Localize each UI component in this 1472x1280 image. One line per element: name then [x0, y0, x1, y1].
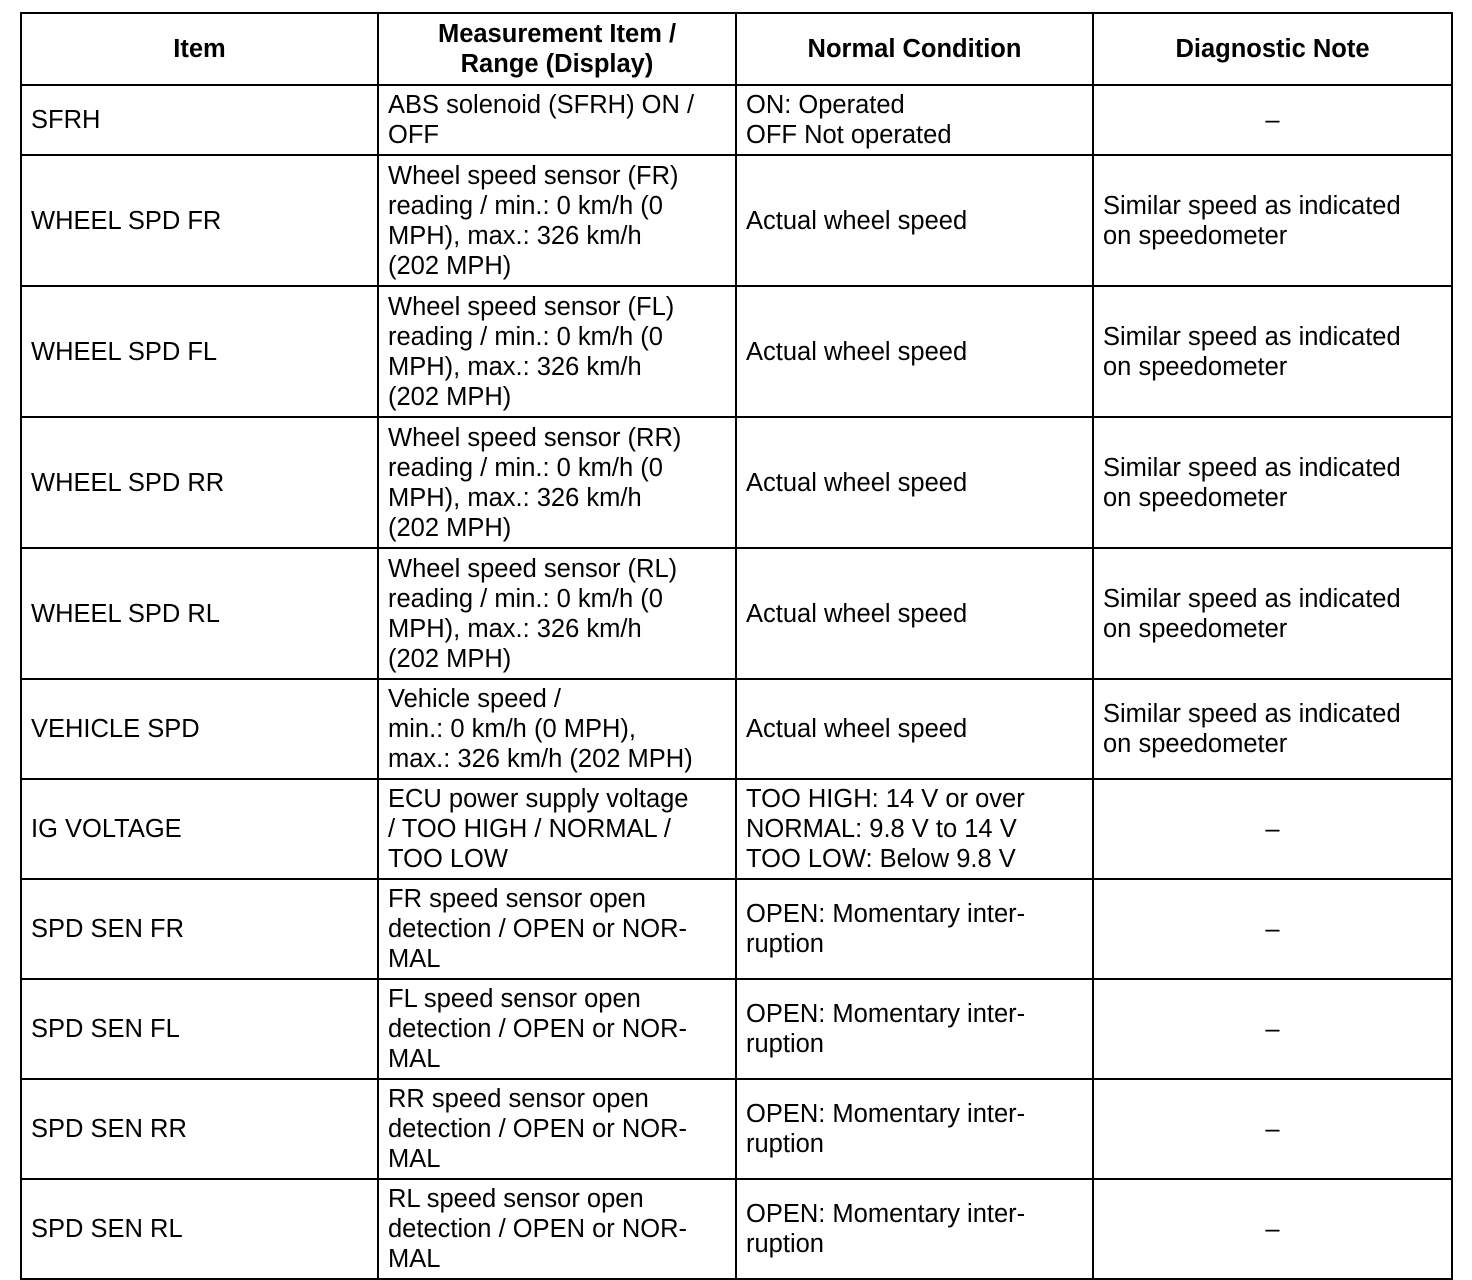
cell-diagnostic-note: – — [1093, 879, 1452, 979]
cell-measurement: Vehicle speed / min.: 0 km/h (0 MPH), max.: 326 km/h (202 MPH) — [378, 679, 736, 779]
cell-measurement: ABS solenoid (SFRH) ON / OFF — [378, 85, 736, 155]
cell-normal-condition: Actual wheel speed — [736, 548, 1093, 679]
table-row — [21, 1179, 1452, 1279]
table-row — [21, 1079, 1452, 1179]
table-row — [21, 879, 1452, 979]
cell-diagnostic-note: Similar speed as indicated on speedometer — [1093, 155, 1452, 286]
cell-normal-condition: OPEN: Momentary inter- ruption — [736, 1079, 1093, 1179]
cell-normal-condition: ON: Operated OFF Not operated — [736, 85, 1093, 155]
table-row — [21, 979, 1452, 1079]
cell-diagnostic-note: – — [1093, 1179, 1452, 1279]
cell-diagnostic-note: – — [1093, 779, 1452, 879]
header-measurement: Measurement Item / Range (Display) — [378, 13, 736, 85]
cell-measurement: Wheel speed sensor (FR) reading / min.: 0 km/h (0 MPH), max.: 326 km/h (202 MPH) — [378, 155, 736, 286]
table-row — [21, 85, 1452, 155]
cell-diagnostic-note: Similar speed as indicated on speedometer — [1093, 679, 1452, 779]
cell-normal-condition: OPEN: Momentary inter- ruption — [736, 1179, 1093, 1279]
cell-item: VEHICLE SPD — [21, 679, 378, 779]
cell-item: SPD SEN FL — [21, 979, 378, 1079]
cell-measurement: FL speed sensor open detection / OPEN or NOR- MAL — [378, 979, 736, 1079]
cell-normal-condition: OPEN: Momentary inter- ruption — [736, 879, 1093, 979]
cell-normal-condition: Actual wheel speed — [736, 155, 1093, 286]
cell-measurement: ECU power supply voltage / TOO HIGH / NORMAL / TOO LOW — [378, 779, 736, 879]
cell-measurement: FR speed sensor open detection / OPEN or NOR- MAL — [378, 879, 736, 979]
cell-item: WHEEL SPD RL — [21, 548, 378, 679]
cell-measurement: RR speed sensor open detection / OPEN or NOR- MAL — [378, 1079, 736, 1179]
table-row — [21, 679, 1452, 779]
table-row — [21, 155, 1452, 286]
cell-diagnostic-note: Similar speed as indicated on speedometer — [1093, 548, 1452, 679]
table-row — [21, 779, 1452, 879]
header-item: Item — [21, 13, 378, 85]
cell-measurement: Wheel speed sensor (FL) reading / min.: 0 km/h (0 MPH), max.: 326 km/h (202 MPH) — [378, 286, 736, 417]
cell-item: SPD SEN FR — [21, 879, 378, 979]
cell-item: WHEEL SPD RR — [21, 417, 378, 548]
diagnostic-data-table — [20, 12, 1453, 1280]
cell-measurement: Wheel speed sensor (RR) reading / min.: 0 km/h (0 MPH), max.: 326 km/h (202 MPH) — [378, 417, 736, 548]
cell-normal-condition: TOO HIGH: 14 V or over NORMAL: 9.8 V to 14 V TOO LOW: Below 9.8 V — [736, 779, 1093, 879]
cell-normal-condition: Actual wheel speed — [736, 417, 1093, 548]
cell-normal-condition: Actual wheel speed — [736, 679, 1093, 779]
header-row — [21, 13, 1452, 85]
cell-item: SPD SEN RR — [21, 1079, 378, 1179]
cell-item: WHEEL SPD FL — [21, 286, 378, 417]
cell-measurement: RL speed sensor open detection / OPEN or NOR- MAL — [378, 1179, 736, 1279]
cell-diagnostic-note: – — [1093, 1079, 1452, 1179]
table-header — [21, 13, 1452, 85]
header-normal-condition: Normal Condition — [736, 13, 1093, 85]
cell-item: IG VOLTAGE — [21, 779, 378, 879]
cell-normal-condition: OPEN: Momentary inter- ruption — [736, 979, 1093, 1079]
cell-diagnostic-note: – — [1093, 85, 1452, 155]
cell-item: SFRH — [21, 85, 378, 155]
cell-diagnostic-note: Similar speed as indicated on speedometer — [1093, 417, 1452, 548]
cell-normal-condition: Actual wheel speed — [736, 286, 1093, 417]
cell-item: WHEEL SPD FR — [21, 155, 378, 286]
cell-measurement: Wheel speed sensor (RL) reading / min.: 0 km/h (0 MPH), max.: 326 km/h (202 MPH) — [378, 548, 736, 679]
cell-diagnostic-note: – — [1093, 979, 1452, 1079]
header-diagnostic-note: Diagnostic Note — [1093, 13, 1452, 85]
cell-item: SPD SEN RL — [21, 1179, 378, 1279]
cell-diagnostic-note: Similar speed as indicated on speedometer — [1093, 286, 1452, 417]
table-row — [21, 548, 1452, 679]
table-row — [21, 417, 1452, 548]
table-row — [21, 286, 1452, 417]
table-body — [21, 85, 1452, 1279]
